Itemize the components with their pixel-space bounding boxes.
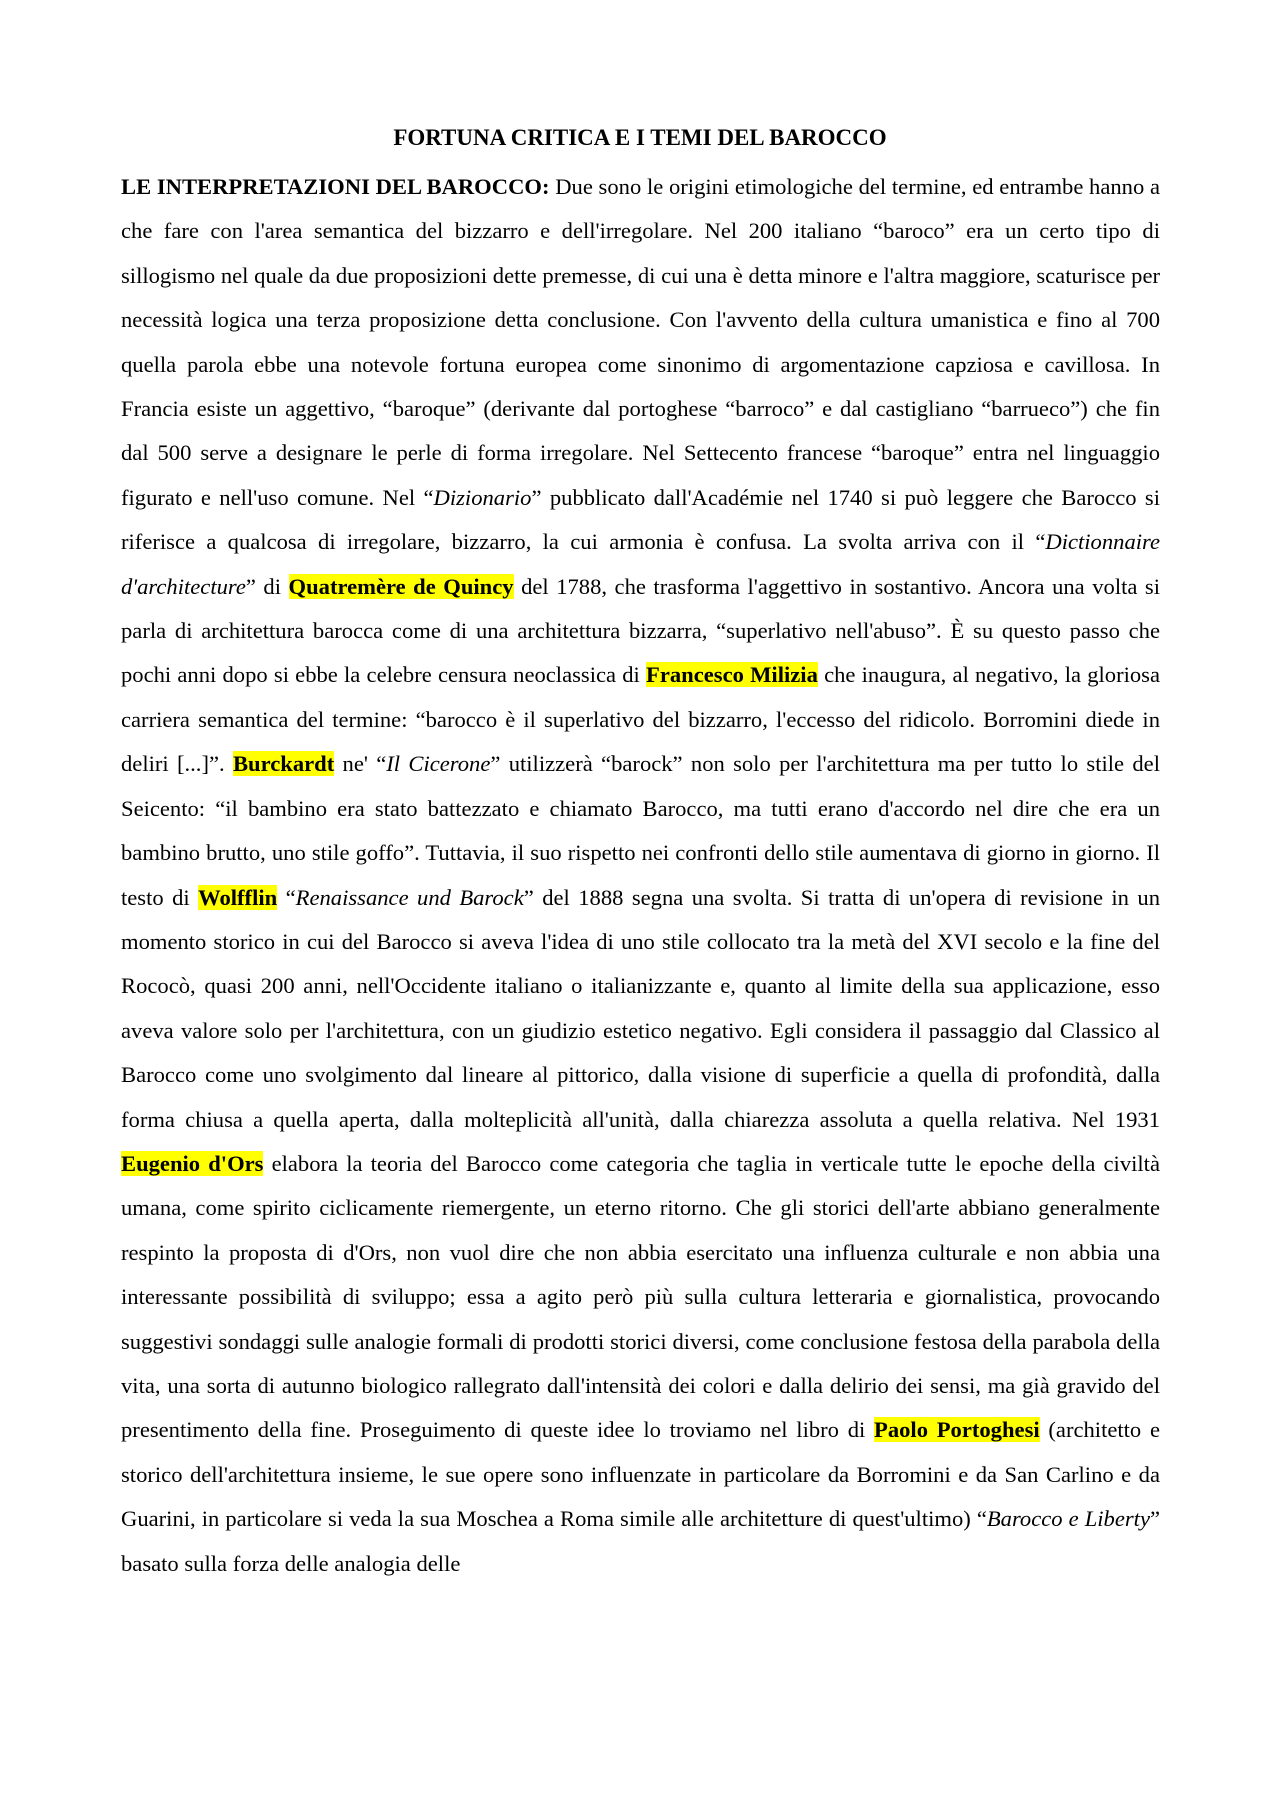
text-run: ” basato sulla forza delle analogia delle — [121, 1506, 1161, 1576]
text-run: (architetto e storico dell'architettura insieme, le sue opere sono influenzate in particolare da Borromini e da San Carlino e da Guarini, in particolare si veda la sua Moschea a Roma simile alle architetture di quest'ultimo) “ — [121, 1417, 1160, 1532]
highlighted-name: Burckardt — [232, 751, 335, 777]
text-run: elabora la teoria del Barocco come categoria che taglia in verticale tutte le epoche della civiltà umana, come spirito ciclicamente riemergente, un eterno ritorno. Che gli storici dell'arte abbiano generalmente respinto la proposta di d'Ors, non vuol dire che non abbia esercitato una influenza culturale e non abbia una interessante possibilità di sviluppo; essa a agito però più sulla cultura letteraria e giornalistica, provocando suggestivi sondaggi sulle analogie formali di prodotti storici diversi, come conclusione festosa della parabola della vita, una sorta di autunno biologico rallegrato dall'intensità dei colori e dalla delirio dei sensi, ma già gravido del presentimento della fine. Proseguimento di queste idee lo troviamo nel libro di — [121, 1150, 1160, 1443]
text-run: ” pubblicato dall'Académie nel 1740 si può leggere che Barocco si riferisce a qualcosa di irregolare, bizzarro, la cui armonia è confusa. La svolta arriva con il “ — [121, 484, 1160, 555]
text-run: del 1788, che trasforma l'aggettivo in sostantivo. Ancora una volta si parla di architettura barocca come di una architettura bizzarra, “superlativo nell'abuso”. È su questo passo che pochi anni dopo si ebbe la celebre censura neoclassica di — [121, 573, 1160, 688]
italic-title: Barocco e Liberty — [986, 1506, 1150, 1532]
text-run: ” del 1888 segna una svolta. Si tratta di un'opera di revisione in un momento storico in cui del Barocco si aveva l'idea di uno stile collocato tra la metà del XVI secolo e la fine del Rococò, quasi 200 anni, nell'Occidente italiano o italianizzante e, quanto al limite della sua applicazione, esso aveva valore solo per l'architettura, con un giudizio estetico negativo. Egli considera il passaggio dal Classico al Barocco come uno svolgimento dal lineare al pittorico, dalla visione di superficie a quella di profondità, dalla forma chiusa a quella aperta, dalla molteplicità all'unità, dalla chiarezza assoluta a quella relativa. Nel 1931 — [121, 884, 1160, 1132]
body-paragraph — [121, 165, 1160, 1586]
italic-title: Dizionario — [433, 484, 532, 510]
highlighted-name: Quatremère de Quincy — [288, 573, 514, 599]
text-run: Due sono le origini etimologiche del termine, ed entrambe hanno a che fare con l'area semantica del bizzarro e dell'irregolare. Nel 200 italiano “baroco” era un certo tipo di sillogismo nel quale da due proposizioni dette premesse, di cui una è detta minore e l'altra maggiore, scaturisce per necessità logica una terza proposizione detta conclusione. Con l'avvento della cultura umanistica e fino al 700 quella parola ebbe una notevole fortuna europea come sinonimo di argomentazione capziosa e cavillosa. In Francia esiste un aggettivo, “baroque” (derivante dal portoghese “barroco” e dal castigliano “barrueco”) che fin dal 500 serve a designare le perle di forma irregolare. Nel Settecento francese “baroque” entra nel linguaggio figurato e nell'uso comune. Nel “ — [121, 174, 1161, 510]
document-title: FORTUNA CRITICA E I TEMI DEL BAROCCO — [393, 125, 887, 150]
text-run: che inaugura, al negativo, la gloriosa carriera semantica del termine: “barocco è il superlativo del bizzarro, l'eccesso del ridicolo. Borromini diede in deliri [...]”. — [121, 662, 1161, 777]
italic-title: Dictionnaire d'architecture — [121, 529, 1160, 599]
italic-title: Il Cicerone — [386, 751, 491, 777]
highlighted-name: Eugenio d'Ors — [121, 1150, 264, 1176]
text-run: ” utilizzerà “barock” non solo per l'architettura ma per tutto lo stile del Seicento: “il bambino era stato battezzato e chiamato Barocco, ma tutti erano d'accordo nel dire che era un bambino brutto, uno stile goffo”. Tuttavia, il suo rispetto nei confronti dello stile aumentava di giorno in giorno. Il testo di — [121, 751, 1160, 910]
text-run: “ — [277, 884, 296, 910]
highlighted-name: Wolfflin — [198, 884, 278, 910]
italic-title: Renaissance und Barock — [295, 884, 524, 910]
section-heading: LE INTERPRETAZIONI DEL BAROCCO: — [121, 174, 550, 199]
text-run: ne' “ — [334, 751, 387, 777]
highlighted-name: Paolo Portoghesi — [874, 1417, 1040, 1443]
text-run: ” di — [245, 573, 289, 599]
highlighted-name: Francesco Milizia — [646, 662, 818, 688]
